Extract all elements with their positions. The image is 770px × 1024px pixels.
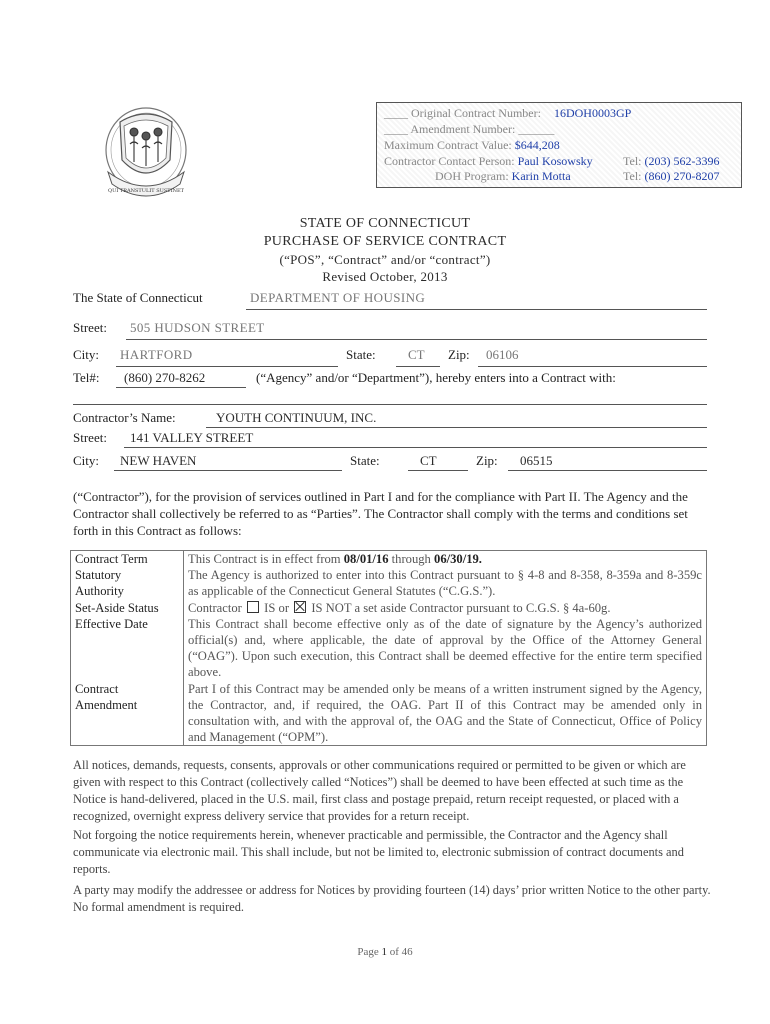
contact-person: Paul Kosowsky: [517, 154, 593, 168]
amendment-text: Part I of this Contract may be amended only be means of a written instrument signed by the Agency, the Contractor, and, if required, the OAG. Part II of this Contract may be amended only in consultation with, and with the approval of, the OAG and the State of Connecticut, Office of Policy and Management (“OPM”).: [188, 681, 702, 745]
agency-tel-label: Tel#:: [73, 370, 100, 385]
statutory-label-2: Authority: [75, 584, 124, 599]
contract-info-box: [376, 102, 742, 188]
statutory-label: [71, 567, 184, 599]
is-not-checkbox[interactable]: [294, 601, 306, 613]
setaside-contractor: Contractor: [188, 600, 242, 615]
statutory-label-1: Statutory: [75, 568, 122, 583]
agency-state-label: State:: [346, 347, 376, 362]
agency-tel-line: [116, 387, 246, 388]
state-seal-icon: [90, 100, 202, 212]
max-value-label: Maximum Contract Value:: [384, 138, 512, 152]
amendment-row: [71, 681, 707, 746]
amendment-label: [71, 681, 184, 746]
contact-person-label: Contractor Contact Person:: [384, 154, 515, 168]
amendment-blank: ____: [384, 122, 408, 136]
contact-tel: (203) 562-3396: [644, 154, 720, 168]
contractor-city-line: [114, 470, 342, 471]
program-contact: Karin Motta: [511, 169, 571, 183]
term-to: 06/30/19.: [434, 552, 482, 566]
statutory-row: [71, 567, 707, 599]
title-revised: Revised October, 2013: [322, 269, 448, 284]
notices-paragraph-2: Not forgoing the notice requirements herein, whenever practicable and permissible, the Contractor and the Agency shall communicate via electronic mail. This shall include, but not be limited to, electronic submission of contract documents and reports.: [73, 828, 684, 876]
intro-paragraph: (“Contractor”), for the provision of services outlined in Part I and for the compliance with Part II. The Agency and the Contractor shall collectively be referred to as “Parties”. The Contractor shall comply with the terms and conditions set forth in this Contract as follows:: [73, 489, 688, 538]
title-state: STATE OF CONNECTICUT: [299, 216, 471, 231]
agency-state-line: [396, 366, 440, 367]
contractor-city: NEW HAVEN: [120, 453, 197, 468]
page-footer: [0, 946, 770, 958]
agency-street-label: Street:: [73, 320, 107, 335]
contractor-state-line: [408, 470, 468, 471]
contractor-state: CT: [420, 453, 437, 468]
separator-line: [73, 404, 707, 405]
department-name: DEPARTMENT OF HOUSING: [250, 290, 426, 305]
setaside-label: Set-Aside Status: [71, 600, 184, 616]
contractor-city-label: City:: [73, 453, 100, 468]
department-line: [246, 309, 707, 310]
agency-city: HARTFORD: [120, 347, 193, 362]
effective-label: Effective Date: [71, 616, 184, 681]
contractor-state-label: State:: [350, 453, 380, 468]
contractor-street-line: [124, 447, 707, 448]
contract-terms-table: [70, 550, 707, 746]
state-label: The State of Connecticut: [73, 290, 203, 305]
amendment-label: Amendment Number:: [410, 122, 516, 136]
program-tel: (860) 270-8207: [644, 169, 720, 183]
program-tel-label: Tel:: [623, 169, 642, 183]
term-from: 08/01/16: [343, 552, 389, 566]
agency-city-line: [116, 366, 338, 367]
term-text-b: through: [388, 552, 435, 566]
agency-tel: (860) 270-8262: [124, 370, 206, 385]
agency-enters-text: (“Agency” and/or “Department”), hereby enters into a Contract with:: [256, 370, 616, 385]
statutory-text: The Agency is authorized to enter into this Contract pursuant to § 4-8 and 8-358, 8-359a and 8-359c as applicable of the Connecticut General Statutes (“C.G.S.”).: [188, 568, 702, 599]
program-label: DOH Program:: [435, 169, 509, 183]
agency-street: 505 HUDSON STREET: [130, 320, 265, 335]
setaside-row: [71, 600, 707, 616]
title-contract: PURCHASE OF SERVICE CONTRACT: [263, 234, 507, 249]
contractor-street-label: Street:: [73, 430, 107, 445]
seal-motto: QUI TRANSTULIT SUSTINET: [108, 188, 184, 194]
effective-text: This Contract shall become effective only as of the date of signature by the Agency’s authorized official(s) and, where applicable, the date of approval by the Office of the Attorney General (“OAG”). Upon such execution, this Contract shall be deemed effective for the entire term specified above.: [188, 616, 702, 680]
term-label: Contract Term: [71, 551, 184, 568]
setaside-value: [184, 600, 707, 616]
amendment-label-1: Contract: [75, 681, 119, 696]
agency-state: CT: [408, 347, 425, 362]
agency-zip-label: Zip:: [448, 347, 470, 362]
agency-zip: 06106: [486, 347, 519, 362]
notices-paragraph-1: All notices, demands, requests, consents, approvals or other communications required or permitted to be given or which are given with respect to this Contract (collectively called “Notices”) shall be deemed to have been effected at such time as the Notice is hand-delivered, placed in the U.S. mail, first class and postage prepaid, return receipt requested, or placed with a recognized, overnight express delivery service that provides for a return receipt.: [73, 758, 686, 823]
contact-tel-label: Tel:: [623, 154, 642, 168]
contractor-zip: 06515: [520, 453, 553, 468]
term-row: [71, 551, 707, 568]
term-value: [184, 551, 707, 568]
contractor-street: 141 VALLEY STREET: [130, 430, 254, 445]
agency-city-label: City:: [73, 347, 100, 362]
effective-row: [71, 616, 707, 681]
setaside-is: IS or: [264, 600, 290, 615]
page-text-a: Page: [357, 946, 382, 958]
original-contract-number: 16DOH0003GP: [553, 106, 632, 120]
setaside-is-not: IS NOT a set aside Contractor pursuant to C.G.S. § 4a-60g.: [311, 600, 611, 615]
term-text-a: This Contract is in effect from: [188, 552, 344, 566]
original-blank: ____: [384, 106, 408, 120]
contractor-name: YOUTH CONTINUUM, INC.: [216, 410, 377, 425]
amendment-number: ______: [518, 122, 555, 136]
page-number: 1: [381, 946, 387, 958]
agency-street-line: [126, 339, 707, 340]
contractor-name-line: [206, 427, 707, 428]
is-checkbox[interactable]: [247, 601, 259, 613]
contractor-zip-line: [508, 470, 707, 471]
original-label: Original Contract Number:: [411, 106, 541, 120]
page-text-b: of 46: [386, 946, 413, 958]
amendment-label-2: Amendment: [75, 697, 138, 712]
max-contract-value: $644,208: [514, 138, 560, 152]
contractor-name-label: Contractor’s Name:: [73, 410, 176, 425]
title-aliases: (“POS”, “Contract” and/or “contract”): [279, 252, 491, 267]
notices-paragraph-3: A party may modify the addressee or address for Notices by providing fourteen (14) days’ prior written Notice to the other party. No formal amendment is required.: [73, 883, 711, 914]
agency-zip-line: [478, 366, 707, 367]
contractor-zip-label: Zip:: [476, 453, 498, 468]
